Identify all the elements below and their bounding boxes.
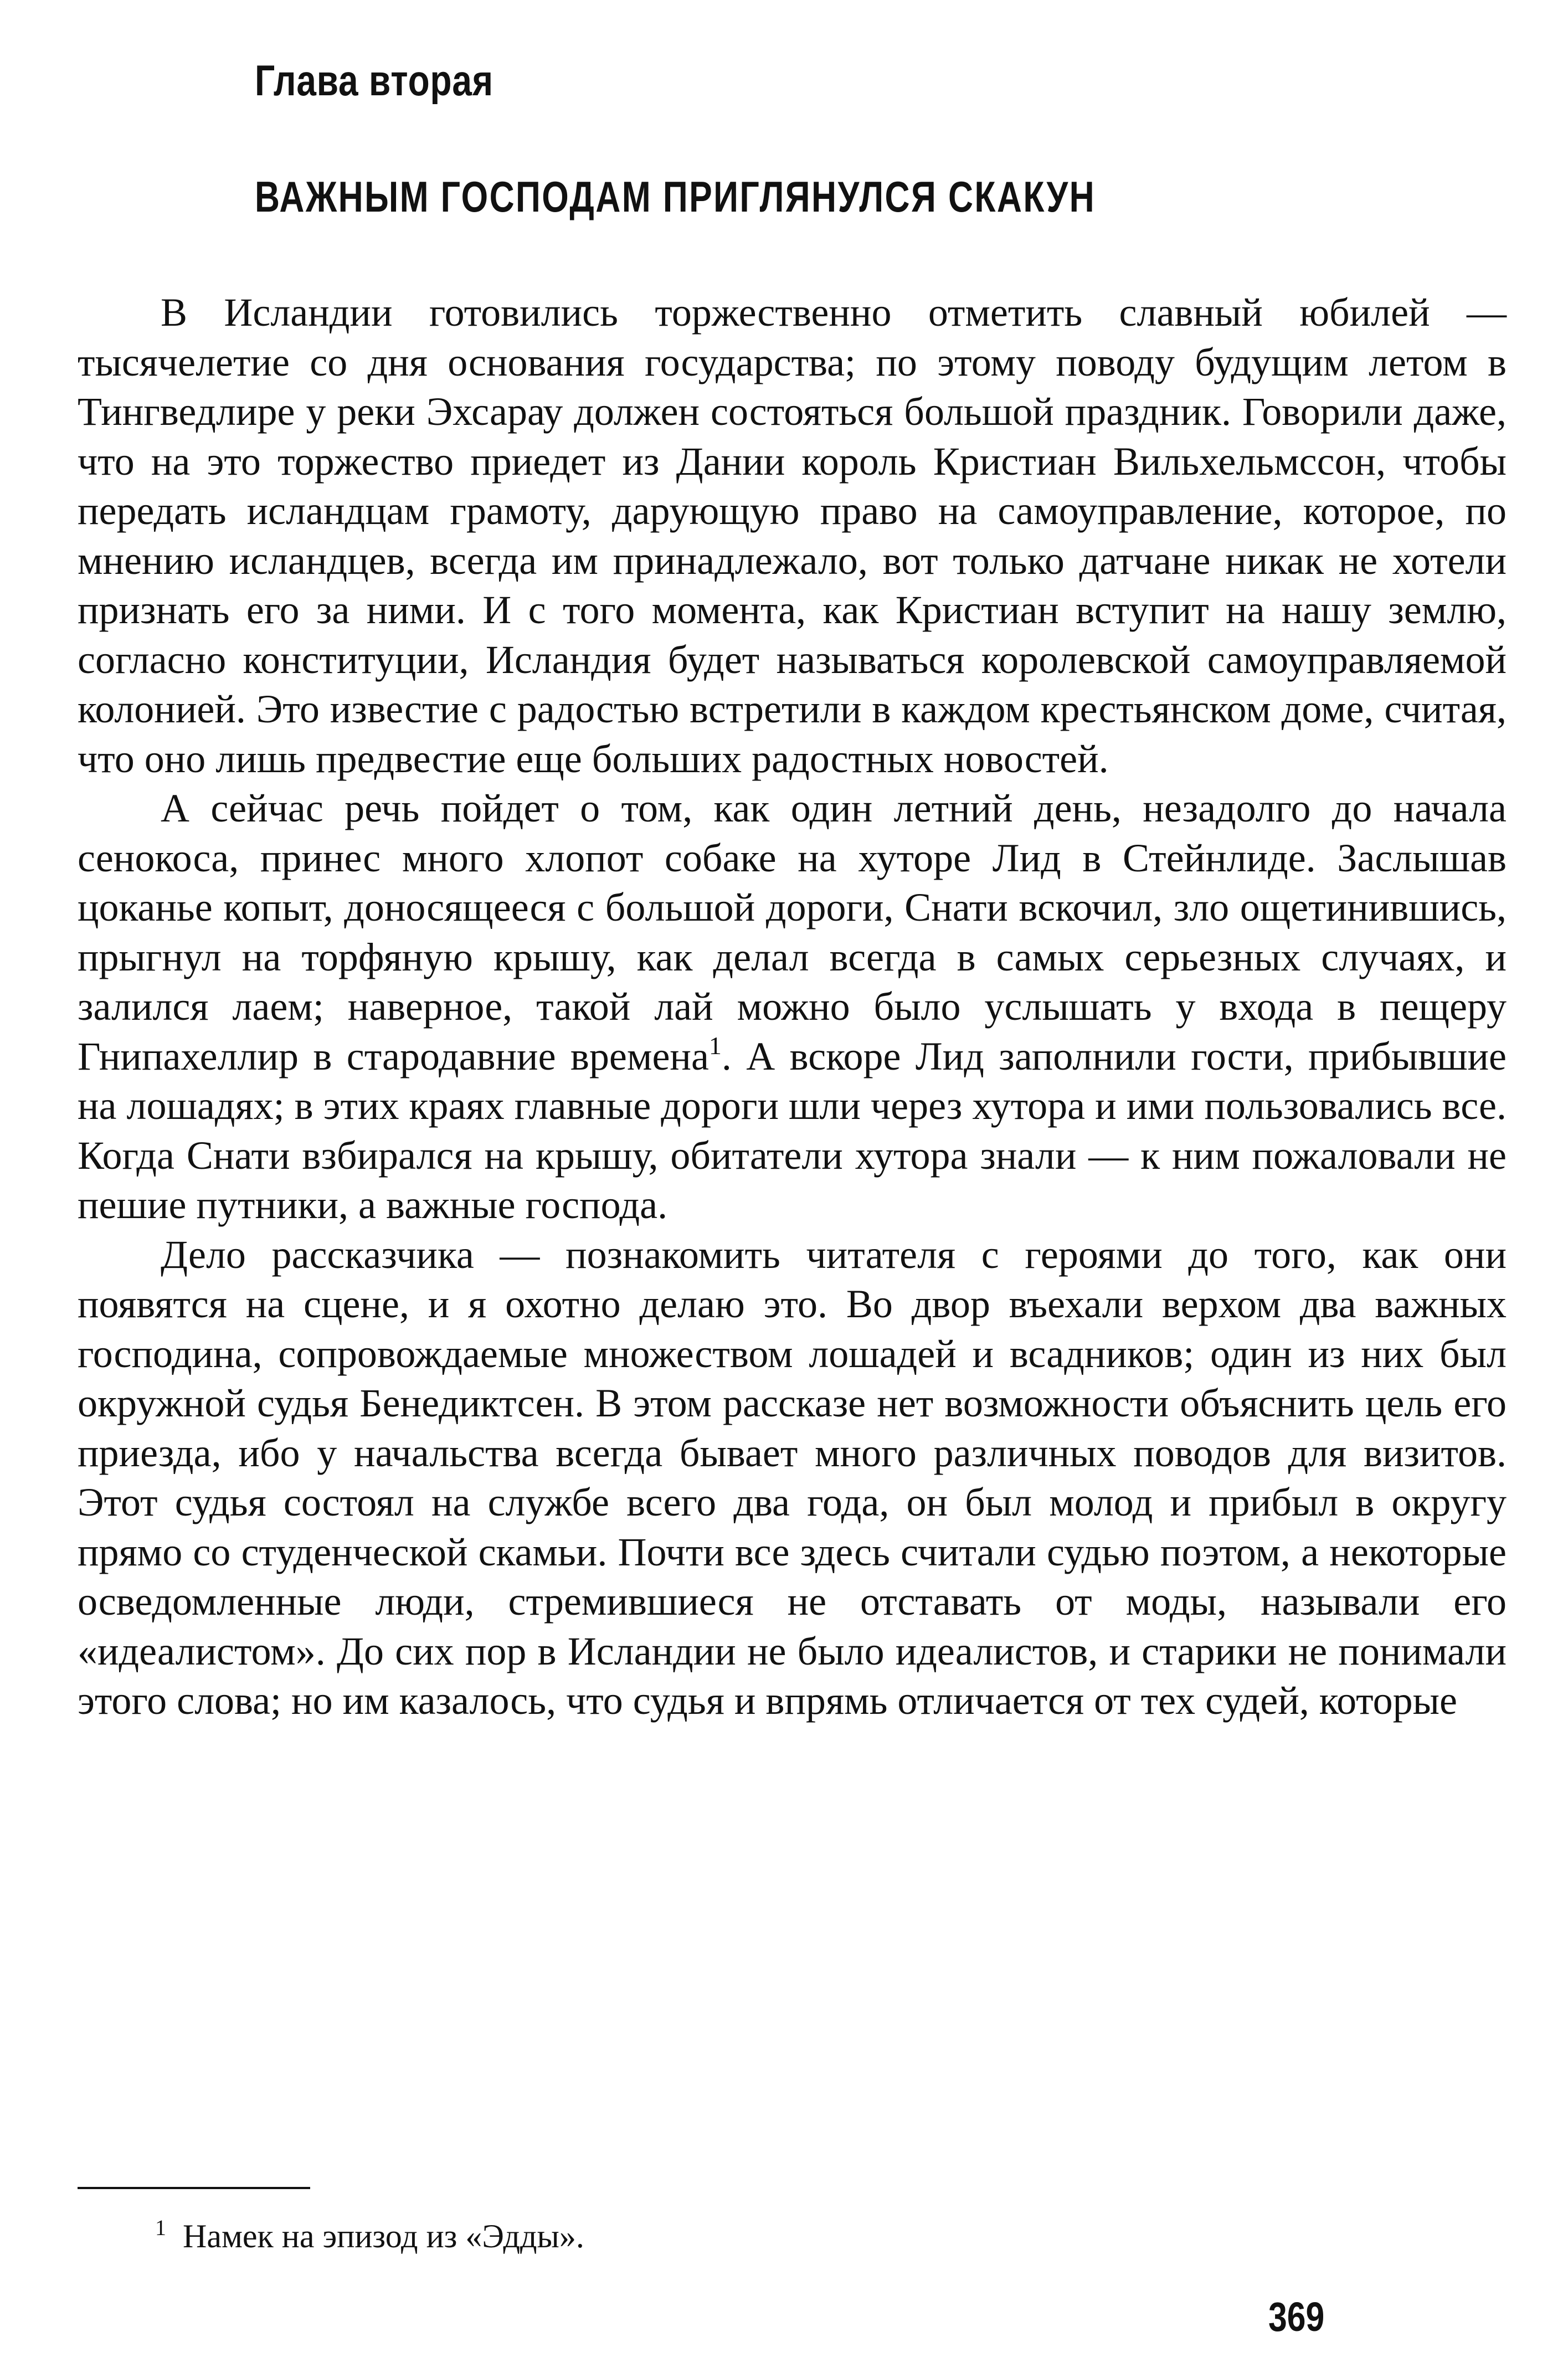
- page-number: 369: [1268, 2294, 1325, 2340]
- footnote-text: Намек на эпизод из «Эдды».: [183, 2218, 584, 2254]
- paragraph-1: В Исландии готовились торжественно отметить славный юбилей — тысячелетие со дня основания государства; по этому поводу будущим летом в Тингведлире у реки Эхсарау должен состояться большой праздник. Говорили даже, что на это торжество приедет из Дании король Кристиан Вильхельмссон, чтобы передать исландцам грамоту, дарующую право на самоуправление, которое, по мнению исландцев, всегда им принадлежало, вот только датчане никак не хотели признать его за ними. И с того момента, как Кристиан вступит на нашу землю, согласно конституции, Исландия будет называться королевской самоуправляемой колонией. Это известие с радостью встретили в каждом крестьянском доме, считая, что оно лишь предвестие еще больших радостных новостей.: [78, 290, 1507, 781]
- paragraph-2-text-after-note: . А вскоре Лид заполнили гости, прибывшие на лошадях; в этих краях главные дороги шли через хутора и ими пользовались все. Когда Снати взбирался на крышу, обитатели хутора знали — к ним пожаловали не пешие путники, а важные господа.: [78, 1034, 1507, 1227]
- footnote-number: 1: [155, 2215, 166, 2240]
- chapter-label: Глава вторая: [255, 56, 493, 105]
- chapter-title: ВАЖНЫМ ГОСПОДАМ ПРИГЛЯНУЛСЯ СКАКУН: [255, 172, 1096, 221]
- footnote-divider: [78, 2187, 310, 2189]
- paragraph-3: Дело рассказчика — познакомить читателя с героями до того, как они появятся на сцене, и я охотно делаю это. Во двор въехали верхом два важных господина, сопровождаемые множеством лошадей и всадников; один из них был окружной судья Бенедиктсен. В этом рассказе нет возможности объяснить цель его приезда, ибо у начальства всегда бывает много различных поводов для визитов. Этот судья состоял на службе всего два года, он был молод и прибыл в округу прямо со студенческой скамьи. Почти все здесь считали судью поэтом, а некоторые осведомленные люди, стремившиеся не отставать от моды, называли его «идеалистом». До сих пор в Исландии не было идеалистов, и старики не понимали этого слова; но им казалось, что судья и впрямь отличается от тех судей, которые: [78, 1232, 1507, 1723]
- book-page: [78, 44, 1507, 2343]
- paragraph-2: [78, 784, 1507, 1230]
- footnote-reference[interactable]: 1: [708, 1031, 722, 1060]
- paragraph-2-text-before-note: А сейчас речь пойдет о том, как один летний день, незадолго до начала сенокоса, принес много хлопот собаке на хуторе Лид в Стейнлиде. Заслышав цоканье копыт, доносящееся с большой дороги, Снати вскочил, зло ощетинившись, прыгнул на торфяную крышу, как делал всегда в самых серьезных случаях, и залился лаем; наверное, такой лай можно было услышать у входа в пещеру Гнипахеллир в стародавние времена: [78, 786, 1507, 1078]
- footnote: [155, 2215, 584, 2256]
- body-text: [78, 288, 1507, 1726]
